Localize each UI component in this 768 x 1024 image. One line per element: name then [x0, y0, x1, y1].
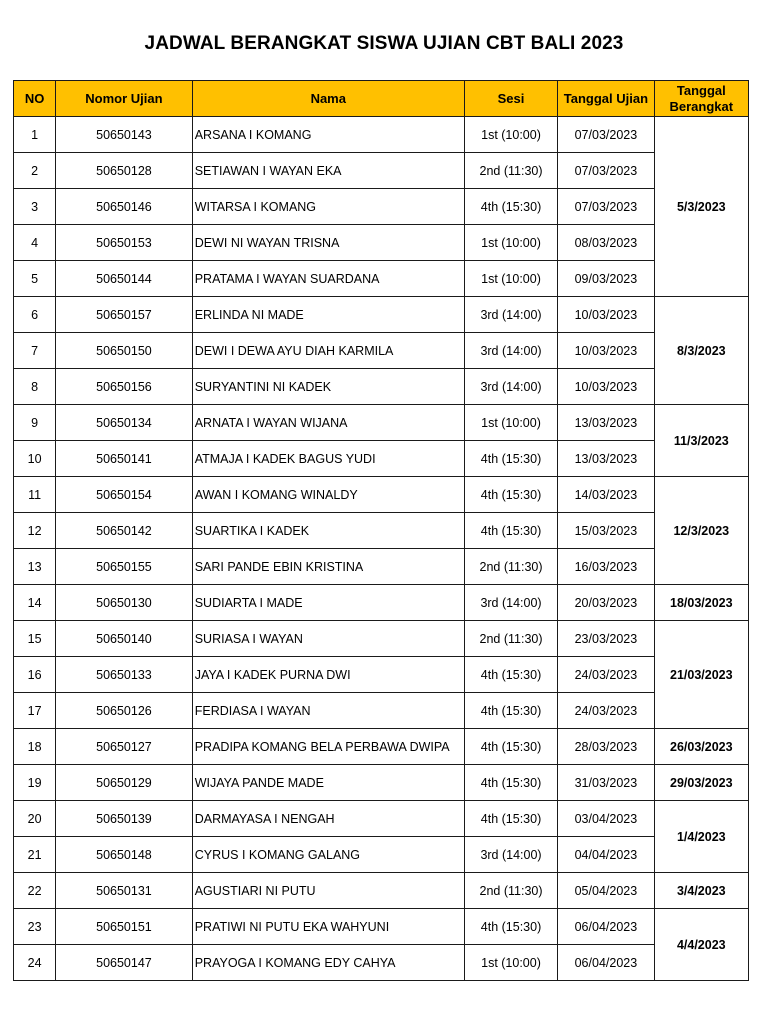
cell-no: 24: [14, 945, 56, 981]
cell-tanggal-berangkat: 12/3/2023: [654, 477, 748, 585]
table-row: [14, 513, 749, 549]
cell-tanggal-berangkat: 26/03/2023: [654, 729, 748, 765]
cell-nomor-ujian: 50650156: [56, 369, 193, 405]
cell-nomor-ujian: 50650129: [56, 765, 193, 801]
cell-tanggal-berangkat: 4/4/2023: [654, 909, 748, 981]
header-nama: Nama: [192, 81, 464, 117]
cell-sesi: 3rd (14:00): [464, 585, 557, 621]
cell-nomor-ujian: 50650133: [56, 657, 193, 693]
cell-sesi: 4th (15:30): [464, 513, 557, 549]
table-row: [14, 297, 749, 333]
cell-no: 19: [14, 765, 56, 801]
table-row: [14, 369, 749, 405]
cell-sesi: 4th (15:30): [464, 765, 557, 801]
cell-no: 2: [14, 153, 56, 189]
cell-nomor-ujian: 50650144: [56, 261, 193, 297]
cell-nama: AGUSTIARI NI PUTU: [192, 873, 464, 909]
cell-sesi: 4th (15:30): [464, 441, 557, 477]
cell-no: 14: [14, 585, 56, 621]
cell-no: 17: [14, 693, 56, 729]
cell-nama: ARSANA I KOMANG: [192, 117, 464, 153]
cell-nomor-ujian: 50650126: [56, 693, 193, 729]
cell-nomor-ujian: 50650150: [56, 333, 193, 369]
cell-no: 4: [14, 225, 56, 261]
cell-tanggal-ujian: 10/03/2023: [558, 369, 654, 405]
cell-sesi: 3rd (14:00): [464, 333, 557, 369]
cell-tanggal-ujian: 28/03/2023: [558, 729, 654, 765]
cell-nama: PRATAMA I WAYAN SUARDANA: [192, 261, 464, 297]
cell-tanggal-ujian: 15/03/2023: [558, 513, 654, 549]
cell-nama: ATMAJA I KADEK BAGUS YUDI: [192, 441, 464, 477]
table-row: [14, 405, 749, 441]
cell-tanggal-ujian: 20/03/2023: [558, 585, 654, 621]
cell-sesi: 4th (15:30): [464, 477, 557, 513]
cell-sesi: 1st (10:00): [464, 225, 557, 261]
table-row: [14, 477, 749, 513]
cell-no: 15: [14, 621, 56, 657]
cell-nama: PRAYOGA I KOMANG EDY CAHYA: [192, 945, 464, 981]
cell-nama: FERDIASA I WAYAN: [192, 693, 464, 729]
cell-tanggal-ujian: 31/03/2023: [558, 765, 654, 801]
cell-nama: SUARTIKA I KADEK: [192, 513, 464, 549]
table-row: [14, 117, 749, 153]
table-row: [14, 909, 749, 945]
cell-nomor-ujian: 50650153: [56, 225, 193, 261]
cell-sesi: 1st (10:00): [464, 945, 557, 981]
cell-tanggal-ujian: 16/03/2023: [558, 549, 654, 585]
cell-nama: SUDIARTA I MADE: [192, 585, 464, 621]
cell-no: 20: [14, 801, 56, 837]
cell-sesi: 4th (15:30): [464, 657, 557, 693]
cell-sesi: 4th (15:30): [464, 729, 557, 765]
cell-sesi: 4th (15:30): [464, 693, 557, 729]
cell-nama: ERLINDA NI MADE: [192, 297, 464, 333]
cell-tanggal-ujian: 13/03/2023: [558, 405, 654, 441]
cell-tanggal-ujian: 09/03/2023: [558, 261, 654, 297]
cell-tanggal-berangkat: 1/4/2023: [654, 801, 748, 873]
table-row: [14, 729, 749, 765]
cell-nama: PRADIPA KOMANG BELA PERBAWA DWIPA: [192, 729, 464, 765]
cell-tanggal-ujian: 06/04/2023: [558, 909, 654, 945]
cell-tanggal-ujian: 13/03/2023: [558, 441, 654, 477]
cell-nama: DARMAYASA I NENGAH: [192, 801, 464, 837]
cell-sesi: 1st (10:00): [464, 117, 557, 153]
table-row: [14, 189, 749, 225]
cell-nomor-ujian: 50650127: [56, 729, 193, 765]
cell-sesi: 3rd (14:00): [464, 297, 557, 333]
cell-tanggal-ujian: 07/03/2023: [558, 153, 654, 189]
table-row: [14, 441, 749, 477]
table-row: [14, 837, 749, 873]
cell-tanggal-berangkat: 11/3/2023: [654, 405, 748, 477]
cell-no: 9: [14, 405, 56, 441]
cell-nomor-ujian: 50650155: [56, 549, 193, 585]
table-row: [14, 261, 749, 297]
cell-sesi: 1st (10:00): [464, 405, 557, 441]
cell-no: 12: [14, 513, 56, 549]
cell-sesi: 2nd (11:30): [464, 873, 557, 909]
table-row: [14, 873, 749, 909]
cell-sesi: 1st (10:00): [464, 261, 557, 297]
table-row: [14, 657, 749, 693]
cell-nama: CYRUS I KOMANG GALANG: [192, 837, 464, 873]
cell-tanggal-berangkat: 18/03/2023: [654, 585, 748, 621]
cell-tanggal-berangkat: 5/3/2023: [654, 117, 748, 297]
cell-nomor-ujian: 50650143: [56, 117, 193, 153]
table-row: [14, 549, 749, 585]
cell-tanggal-ujian: 07/03/2023: [558, 117, 654, 153]
cell-no: 8: [14, 369, 56, 405]
cell-no: 16: [14, 657, 56, 693]
cell-no: 22: [14, 873, 56, 909]
table-row: [14, 801, 749, 837]
cell-no: 6: [14, 297, 56, 333]
cell-nomor-ujian: 50650142: [56, 513, 193, 549]
cell-nama: ARNATA I WAYAN WIJANA: [192, 405, 464, 441]
cell-no: 5: [14, 261, 56, 297]
cell-no: 11: [14, 477, 56, 513]
cell-nomor-ujian: 50650157: [56, 297, 193, 333]
cell-sesi: 4th (15:30): [464, 801, 557, 837]
cell-tanggal-ujian: 05/04/2023: [558, 873, 654, 909]
cell-tanggal-ujian: 06/04/2023: [558, 945, 654, 981]
cell-sesi: 3rd (14:00): [464, 369, 557, 405]
cell-sesi: 2nd (11:30): [464, 153, 557, 189]
cell-nomor-ujian: 50650148: [56, 837, 193, 873]
cell-no: 13: [14, 549, 56, 585]
cell-nomor-ujian: 50650154: [56, 477, 193, 513]
cell-nomor-ujian: 50650141: [56, 441, 193, 477]
cell-nomor-ujian: 50650134: [56, 405, 193, 441]
cell-nomor-ujian: 50650147: [56, 945, 193, 981]
table-row: [14, 225, 749, 261]
cell-sesi: 4th (15:30): [464, 909, 557, 945]
cell-nama: JAYA I KADEK PURNA DWI: [192, 657, 464, 693]
header-sesi: Sesi: [464, 81, 557, 117]
cell-nama: AWAN I KOMANG WINALDY: [192, 477, 464, 513]
cell-tanggal-ujian: 10/03/2023: [558, 333, 654, 369]
cell-tanggal-ujian: 03/04/2023: [558, 801, 654, 837]
cell-sesi: 2nd (11:30): [464, 621, 557, 657]
table-row: [14, 693, 749, 729]
header-nomor-ujian: Nomor Ujian: [56, 81, 193, 117]
header-row: [14, 81, 749, 117]
cell-nama: SETIAWAN I WAYAN EKA: [192, 153, 464, 189]
cell-nama: DEWI I DEWA AYU DIAH KARMILA: [192, 333, 464, 369]
page-title: JADWAL BERANGKAT SISWA UJIAN CBT BALI 2023: [144, 33, 624, 54]
table-row: [14, 765, 749, 801]
cell-nomor-ujian: 50650128: [56, 153, 193, 189]
cell-nama: PRATIWI NI PUTU EKA WAHYUNI: [192, 909, 464, 945]
cell-tanggal-ujian: 24/03/2023: [558, 657, 654, 693]
cell-sesi: 3rd (14:00): [464, 837, 557, 873]
cell-nama: DEWI NI WAYAN TRISNA: [192, 225, 464, 261]
table-row: [14, 945, 749, 981]
cell-no: 3: [14, 189, 56, 225]
cell-nomor-ujian: 50650146: [56, 189, 193, 225]
cell-no: 10: [14, 441, 56, 477]
cell-tanggal-ujian: 04/04/2023: [558, 837, 654, 873]
cell-nama: SURIASA I WAYAN: [192, 621, 464, 657]
cell-nomor-ujian: 50650139: [56, 801, 193, 837]
cell-tanggal-berangkat: 8/3/2023: [654, 297, 748, 405]
table-body: [14, 117, 749, 981]
cell-nomor-ujian: 50650140: [56, 621, 193, 657]
cell-no: 23: [14, 909, 56, 945]
cell-sesi: 2nd (11:30): [464, 549, 557, 585]
cell-tanggal-ujian: 24/03/2023: [558, 693, 654, 729]
table-row: [14, 621, 749, 657]
table-row: [14, 333, 749, 369]
header-no: NO: [14, 81, 56, 117]
cell-nama: SURYANTINI NI KADEK: [192, 369, 464, 405]
cell-tanggal-berangkat: 21/03/2023: [654, 621, 748, 729]
cell-no: 18: [14, 729, 56, 765]
cell-tanggal-ujian: 23/03/2023: [558, 621, 654, 657]
cell-nomor-ujian: 50650151: [56, 909, 193, 945]
cell-tanggal-berangkat: 3/4/2023: [654, 873, 748, 909]
cell-tanggal-berangkat: 29/03/2023: [654, 765, 748, 801]
table-row: [14, 153, 749, 189]
table-row: [14, 585, 749, 621]
cell-nomor-ujian: 50650130: [56, 585, 193, 621]
cell-no: 1: [14, 117, 56, 153]
cell-tanggal-ujian: 10/03/2023: [558, 297, 654, 333]
schedule-table: [13, 80, 749, 981]
cell-tanggal-ujian: 07/03/2023: [558, 189, 654, 225]
cell-no: 21: [14, 837, 56, 873]
header-tanggal-berangkat: Tanggal Berangkat: [654, 81, 748, 117]
cell-nama: SARI PANDE EBIN KRISTINA: [192, 549, 464, 585]
cell-nama: WITARSA I KOMANG: [192, 189, 464, 225]
cell-sesi: 4th (15:30): [464, 189, 557, 225]
cell-tanggal-ujian: 08/03/2023: [558, 225, 654, 261]
header-tanggal-ujian: Tanggal Ujian: [558, 81, 654, 117]
cell-nama: WIJAYA PANDE MADE: [192, 765, 464, 801]
cell-no: 7: [14, 333, 56, 369]
cell-nomor-ujian: 50650131: [56, 873, 193, 909]
cell-tanggal-ujian: 14/03/2023: [558, 477, 654, 513]
